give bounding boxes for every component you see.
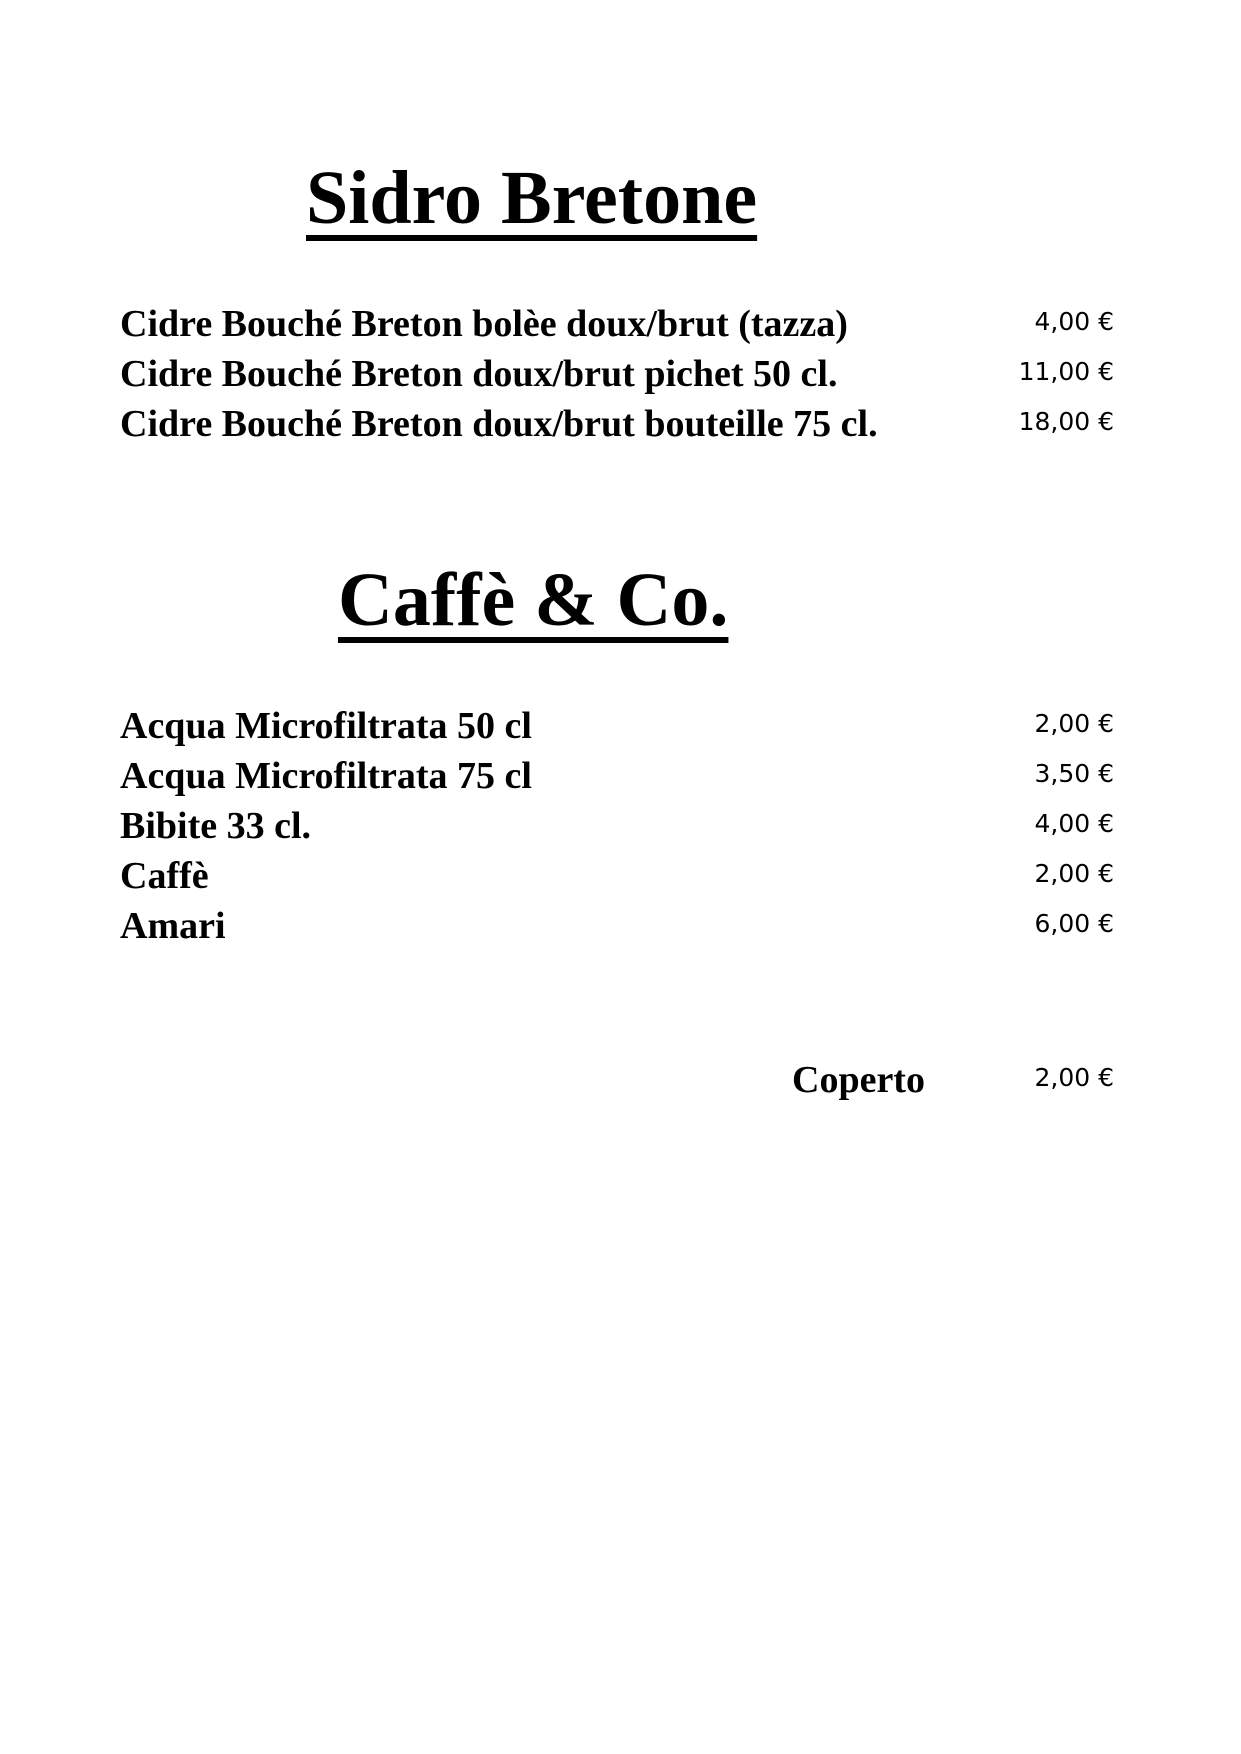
menu-item	[0, 752, 1241, 800]
coperto-row	[0, 1056, 1241, 1104]
menu-item-name: Acqua Microfiltrata 50 cl	[120, 705, 532, 747]
menu-item-price: 6,00 €	[1034, 909, 1114, 938]
menu-item-price: 18,00 €	[1018, 407, 1114, 436]
coperto-price: 2,00 €	[1034, 1063, 1114, 1092]
menu-item-price: 2,00 €	[1034, 709, 1114, 738]
menu-item	[0, 300, 1241, 348]
menu-item-price: 4,00 €	[1034, 307, 1114, 336]
section-title-sidro-bretone: Sidro Bretone	[306, 156, 758, 240]
coperto-label: Coperto	[792, 1059, 925, 1101]
menu-item-name: Caffè	[120, 855, 209, 897]
menu-item-price: 3,50 €	[1034, 759, 1114, 788]
menu-item-price: 2,00 €	[1034, 859, 1114, 888]
menu-item	[0, 802, 1241, 850]
menu-item-name: Amari	[120, 905, 226, 947]
menu-item-name: Bibite 33 cl.	[120, 805, 312, 847]
section-title-caffe-co: Caffè & Co.	[338, 558, 729, 642]
menu-item	[0, 400, 1241, 448]
menu-item	[0, 702, 1241, 750]
menu-item-price: 4,00 €	[1034, 809, 1114, 838]
menu-item	[0, 852, 1241, 900]
menu-item-name: Cidre Bouché Breton doux/brut bouteille 75 cl.	[120, 403, 878, 445]
menu-item	[0, 350, 1241, 398]
menu-item-name: Cidre Bouché Breton doux/brut pichet 50 cl.	[120, 353, 838, 395]
menu-item-price: 11,00 €	[1018, 357, 1114, 386]
menu-item	[0, 902, 1241, 950]
menu-item-name: Acqua Microfiltrata 75 cl	[120, 755, 532, 797]
menu-item-name: Cidre Bouché Breton bolèe doux/brut (tazza)	[120, 303, 848, 345]
